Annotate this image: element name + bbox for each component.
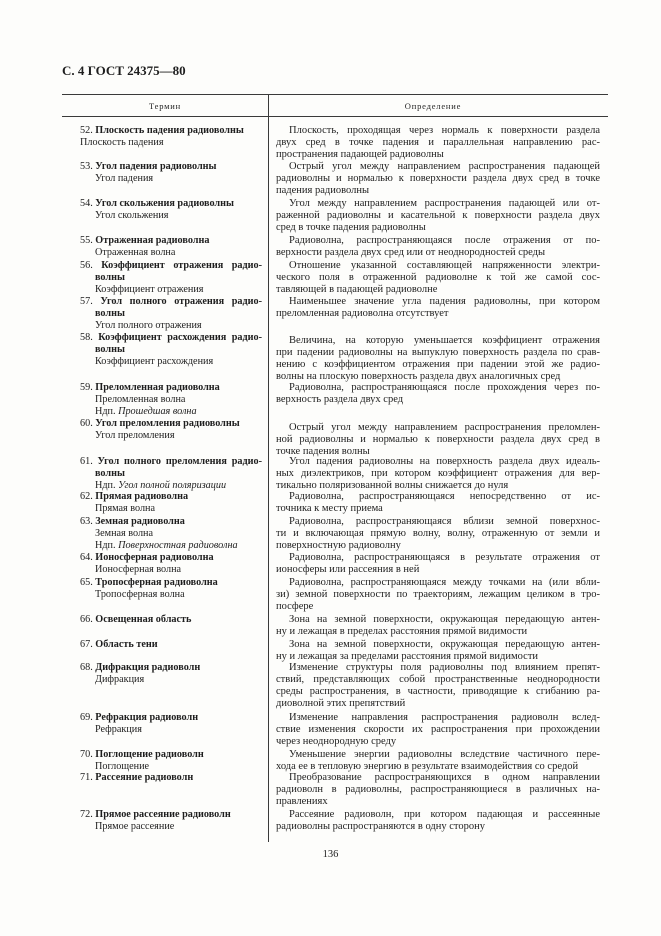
term-heading [80, 491, 262, 503]
term-short-form: Отраженная волна [95, 247, 176, 258]
definition-line: при падении радиоволны на выпуклую поверхность раздела по срав- [276, 347, 600, 358]
definition-line: поверхностную радиоволну [276, 540, 401, 551]
term-short-form: Рефракция [95, 724, 142, 735]
definition-61 [276, 456, 600, 492]
definition-line: Острый угол между направлением распространения падающей [289, 161, 600, 172]
definition-58 [276, 335, 600, 383]
term-name-continued: волны [95, 272, 125, 283]
definition-63 [276, 516, 600, 552]
definition-line: Уменьшение энергии радиоволны вследствие частичного пере- [289, 749, 600, 760]
term-name: Прямая радиоволна [95, 491, 189, 502]
definition-line: Радиоволна, распространяющаяся в результате отражения от [289, 552, 600, 563]
term-entry-52 [80, 125, 262, 149]
term-name: Угол преломления радиоволны [95, 418, 240, 429]
definition-line: Угол между направлением распространения падающей или от- [289, 198, 600, 209]
term-name: Освещенная область [95, 614, 192, 625]
term-short-form: Тропосферная волна [95, 589, 185, 600]
term-number: 64. [80, 552, 93, 563]
term-heading [80, 235, 262, 247]
term-number: 71. [80, 772, 93, 783]
term-name: Прямое рассеяние радиоволн [95, 809, 231, 820]
term-number: 52. [80, 125, 93, 136]
term-entry-67 [80, 639, 262, 651]
definition-56 [276, 260, 600, 296]
definition-line: зи) земной поверхности по траекториям, лежащим целиком в тро- [276, 589, 600, 600]
definition-62 [276, 491, 600, 515]
definition-line: тикально поляризованной волны снижается до нуля [276, 480, 509, 491]
term-entry-53 [80, 161, 262, 185]
term-number: 67. [80, 639, 93, 650]
term-heading [80, 772, 262, 784]
definition-line: верхности раздела двух сред или от неоднородностей среды [276, 247, 546, 258]
definition-69 [276, 712, 600, 748]
term-number: 53. [80, 161, 93, 172]
definition-line: среды распространения, в частности, приводящие к сгибанию ра- [276, 686, 600, 697]
term-short-form: Поглощение [95, 761, 150, 772]
definition-72 [276, 809, 600, 833]
column-header-definition: Определение [404, 101, 462, 111]
term-entry-58 [80, 332, 262, 368]
term-short-form: Коэффициент отражения [95, 284, 204, 295]
term-name: Коэффициент расхождения радио- [98, 332, 262, 343]
definition-line: раженной радиоволны и касательной к поверхности раздела двух [276, 210, 600, 221]
definition-line: Радиоволна, распространяющаяся между точками на (или вбли- [289, 577, 600, 588]
term-entry-69 [80, 712, 262, 736]
term-short-form: Угол скольжения [95, 210, 169, 221]
term-entry-54 [80, 198, 262, 222]
term-name: Угол скольжения радиоволны [95, 198, 234, 209]
term-heading [80, 516, 262, 528]
term-heading [80, 125, 262, 137]
term-name: Область тени [95, 639, 158, 650]
term-name: Дифракция радиоволн [95, 662, 201, 673]
term-short-form: Ионосферная волна [95, 564, 182, 575]
term-number: 63. [80, 516, 93, 527]
definition-line: Изменение направления распространения радиоволн вслед- [289, 712, 600, 723]
term-short-form: Угол преломления [95, 430, 175, 441]
deprecated-term: Угол полной поляризации [118, 480, 227, 491]
definition-line: радиоволны и нормалью к поверхности раздела двух сред в точке [276, 173, 600, 184]
term-name: Угол падения радиоволны [95, 161, 217, 172]
definition-59 [276, 382, 600, 406]
term-short-form: Прямая волна [95, 503, 156, 514]
term-heading [80, 456, 262, 468]
definition-line: Плоскость, проходящая через нормаль к поверхности раздела [289, 125, 600, 136]
definition-line: радиоволн в радиоволны, распространяющиеся в различных на- [276, 784, 600, 795]
definition-line: Преобразование распространяющихся в одном направлении [289, 772, 600, 783]
definition-line: Изменение структуры поля радиоволны под влиянием препят- [289, 662, 600, 673]
definition-67 [276, 639, 600, 663]
definition-60 [276, 422, 600, 458]
definition-line: Наименьшее значение угла падения радиоволны, при котором [289, 296, 600, 307]
definition-line: Отношение указанной составляющей напряженности электри- [289, 260, 600, 271]
term-entry-64 [80, 552, 262, 576]
term-entry-61 [80, 456, 262, 492]
term-deprecated-line [80, 540, 262, 552]
definition-53 [276, 161, 600, 197]
term-name: Преломленная радиоволна [95, 382, 220, 393]
definition-55 [276, 235, 600, 259]
term-name: Поглощение радиоволн [95, 749, 204, 760]
definition-71 [276, 772, 600, 808]
definition-line: падения радиоволны [276, 185, 370, 196]
definition-line: точке падения волны [276, 446, 370, 457]
definition-line: ти и включающая прямую волну, волну, отраженную от земли и [276, 528, 600, 539]
term-name-continued: волны [95, 468, 125, 479]
term-short-form: Коэффициент расхождения [95, 356, 214, 367]
term-heading [80, 809, 262, 821]
term-entry-63 [80, 516, 262, 552]
definition-line: ной радиоволны и нормалью к поверхности раздела двух сред в [276, 434, 600, 445]
definition-57 [276, 296, 600, 320]
table-top-rule [62, 94, 608, 95]
term-number: 62. [80, 491, 93, 502]
term-entry-71 [80, 772, 262, 784]
term-number: 54. [80, 198, 93, 209]
definition-54 [276, 198, 600, 234]
term-heading [80, 552, 262, 564]
term-name: Угол полного преломления радио- [97, 456, 263, 467]
term-entry-65 [80, 577, 262, 601]
term-entry-68 [80, 662, 262, 686]
term-number: 60. [80, 418, 93, 429]
definition-line: Угол падения радиоволны на поверхность раздела двух идеаль- [289, 456, 600, 467]
term-name: Отраженная радиоволна [95, 235, 210, 246]
term-name-continued: волны [95, 344, 125, 355]
definition-line: Зона на земной поверхности, окружающая передающую антен- [289, 639, 600, 650]
definition-line: нению с коэффициентом отражения при падении этой же радио- [276, 359, 600, 370]
definition-64 [276, 552, 600, 576]
term-short-form: Угол падения [95, 173, 154, 184]
definition-line: преломленная радиоволна отсутствует [276, 308, 449, 319]
term-name: Плоскость падения радиоволны [95, 125, 244, 136]
term-heading [80, 161, 262, 173]
definition-line: Величина, на которую уменьшается коэффициент отражения [289, 335, 600, 346]
definition-line: ионосферы или рассеяния в ней [276, 564, 420, 575]
term-entry-66 [80, 614, 262, 626]
term-short-form: Преломленная волна [95, 394, 186, 405]
term-heading [80, 382, 262, 394]
term-number: 59. [80, 382, 93, 393]
definition-line: Зона на земной поверхности, окружающая передающую антен- [289, 614, 600, 625]
definition-line: волны на плоскую поверхность раздела двух аналогичных сред [276, 371, 561, 382]
definition-line: Радиоволна, распространяющаяся после отражения от по- [289, 235, 600, 246]
term-entry-70 [80, 749, 262, 773]
term-entry-62 [80, 491, 262, 515]
term-heading [80, 296, 262, 308]
definition-line: сред в точке падения радиоволны [276, 222, 426, 233]
definition-68 [276, 662, 600, 710]
term-short-form: Плоскость падения [80, 137, 164, 148]
definition-line: двух сред в точке падения и параллельная направлению рас- [276, 137, 600, 148]
definition-line: верхность раздела двух сред [276, 394, 404, 405]
term-heading [80, 198, 262, 210]
definition-line: ну и лежащая за пределами расстояния прямой видимости [276, 651, 539, 662]
page-header: С. 4 ГОСТ 24375—80 [62, 63, 186, 78]
term-heading [80, 712, 262, 724]
deprecated-label: Ндп. [95, 540, 116, 551]
term-number: 58. [80, 332, 93, 343]
term-number: 57. [80, 296, 93, 307]
term-name: Коэффициент отражения радио- [101, 260, 263, 271]
page-number: 136 [322, 849, 339, 860]
column-divider [268, 94, 269, 842]
definition-70 [276, 749, 600, 773]
term-entry-57 [80, 296, 262, 332]
definition-line: Острый угол между направлением распространения преломлен- [289, 422, 600, 433]
term-short-form: Дифракция [95, 674, 145, 685]
term-name: Угол полного отражения радио- [100, 296, 263, 307]
term-heading [80, 260, 262, 272]
definition-line: Радиоволна, распространяющаяся вблизи земной поверхнос- [289, 516, 600, 527]
term-heading [80, 577, 262, 589]
term-short-form: Земная волна [95, 528, 154, 539]
term-number: 65. [80, 577, 93, 588]
term-number: 66. [80, 614, 93, 625]
term-number: 55. [80, 235, 93, 246]
term-name-continued: волны [95, 308, 125, 319]
term-entry-55 [80, 235, 262, 259]
term-number: 69. [80, 712, 93, 723]
term-short-form: Прямое рассеяние [95, 821, 175, 832]
term-number: 61. [80, 456, 93, 467]
term-heading [80, 418, 262, 430]
definition-line: ствие изменения скорости их распространения при прохождении [276, 724, 600, 735]
definition-line: тавляющей в падающей радиоволне [276, 284, 438, 295]
term-deprecated-line [80, 406, 262, 418]
term-name: Тропосферная радиоволна [95, 577, 218, 588]
term-name: Рефракция радиоволн [95, 712, 199, 723]
definition-line: ных диэлектриков, при котором коэффициент отражения для вер- [276, 468, 600, 479]
definition-line: через неоднородную среду [276, 736, 397, 747]
term-number: 72. [80, 809, 93, 820]
definition-line: Радиоволна, распространяющаяся непосредственно от ис- [289, 491, 600, 502]
definition-line: посфере [276, 601, 314, 612]
term-heading [80, 332, 262, 344]
term-heading [80, 662, 262, 674]
definition-line: правлениях [276, 796, 328, 807]
term-number: 56. [80, 260, 93, 271]
definition-line: Рассеяние радиоволн, при котором падающая и рассеянные [289, 809, 600, 820]
definition-line: ствий, представляющих собой пространственные неоднородности [276, 674, 600, 685]
deprecated-term: Прошедшая волна [118, 406, 197, 417]
definition-line: пространения падающей радиоволны [276, 149, 444, 160]
definition-line: точника к месту приема [276, 503, 383, 514]
term-entry-56 [80, 260, 262, 296]
definition-52 [276, 125, 600, 161]
term-entry-60 [80, 418, 262, 442]
term-number: 68. [80, 662, 93, 673]
term-short-form: Угол полного отражения [95, 320, 202, 331]
definition-line: радиоволны распространяются в одну сторону [276, 821, 485, 832]
definition-line: Радиоволна, распространяющаяся после прохождения через по- [289, 382, 600, 393]
deprecated-term: Поверхностная радиоволна [118, 540, 238, 551]
term-name: Рассеяние радиоволн [95, 772, 194, 783]
term-heading [80, 639, 262, 651]
term-entry-72 [80, 809, 262, 833]
term-heading [80, 614, 262, 626]
deprecated-label: Ндп. [95, 480, 116, 491]
term-name: Земная радиоволна [95, 516, 185, 527]
definition-line: ну и лежащая в пределах расстояния прямой видимости [276, 626, 528, 637]
table-header-rule [62, 116, 608, 117]
definition-line: хода ее в тепловую энергию в результате взаимодействия со средой [276, 761, 579, 772]
deprecated-label: Ндп. [95, 406, 116, 417]
definition-65 [276, 577, 600, 613]
definition-line: диоволной этих препятствий [276, 698, 406, 709]
term-name: Ионосферная радиоволна [95, 552, 214, 563]
term-number: 70. [80, 749, 93, 760]
column-header-term: Термин [148, 101, 182, 111]
definition-line: ческого поля в отраженной радиоволне к той же самой сос- [276, 272, 600, 283]
definition-66 [276, 614, 600, 638]
term-heading [80, 749, 262, 761]
term-entry-59 [80, 382, 262, 418]
